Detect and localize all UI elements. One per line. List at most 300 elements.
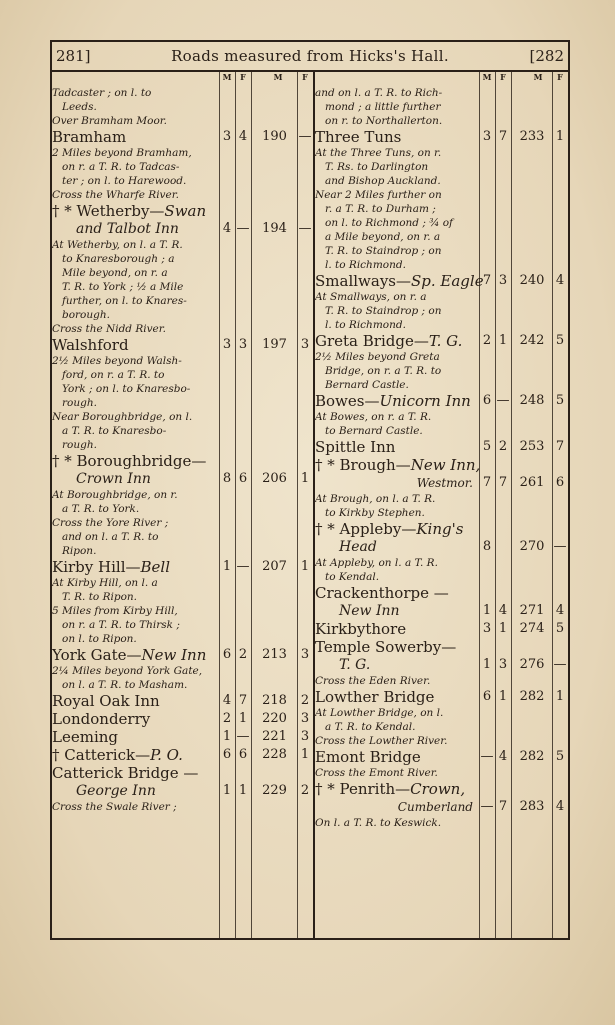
note-row — [315, 114, 568, 128]
route-note: T. R. to Staindrop ; on — [325, 245, 442, 257]
distance-tf: 1 — [555, 689, 565, 704]
place-row — [315, 638, 568, 656]
distance-m: — — [480, 799, 494, 814]
place-row — [315, 332, 568, 350]
distance-m: 3 — [482, 129, 492, 144]
note-row — [52, 322, 313, 336]
place-name — [52, 764, 217, 782]
inn-name: Bell — [140, 558, 170, 576]
place-name-text: Bowes— — [315, 392, 380, 410]
note-row — [315, 364, 568, 378]
distance-tf: 1 — [300, 747, 310, 762]
place-row — [52, 692, 313, 710]
place-row — [52, 128, 313, 146]
distance-tf: — — [298, 129, 312, 144]
col-head-f-left: F — [240, 72, 246, 82]
distance-f: 4 — [498, 749, 508, 764]
place-name — [52, 336, 217, 354]
route-note: 5 Miles from Kirby Hill, — [52, 605, 178, 617]
place-name — [52, 782, 217, 800]
place-name-text: Walshford — [52, 336, 129, 354]
distance-f: — — [236, 559, 250, 574]
place-name — [315, 272, 484, 290]
route-note: At Smallways, on r. a — [315, 291, 427, 303]
note-row — [315, 492, 568, 506]
place-name — [52, 558, 217, 576]
note-row — [52, 664, 313, 678]
route-note: T. R. to Staindrop ; on — [325, 305, 442, 317]
note-row — [315, 424, 568, 438]
place-row — [315, 438, 568, 456]
distance-tm: 228 — [262, 747, 287, 762]
route-note: At Brough, on l. a T. R. — [315, 493, 436, 505]
place-name — [315, 638, 477, 656]
route-note: rough. — [62, 397, 97, 409]
place-name — [315, 538, 477, 556]
distance-f: 3 — [498, 657, 508, 672]
distance-m: 5 — [482, 439, 492, 454]
note-row — [52, 396, 313, 410]
note-row — [315, 556, 568, 570]
col-head-f-right: F — [500, 72, 506, 82]
route-note: Leeds. — [62, 101, 97, 113]
route-note: Over Bramham Moor. — [52, 115, 167, 127]
place-row — [315, 798, 568, 816]
distance-tf: 1 — [300, 471, 310, 486]
distance-tm: 240 — [519, 273, 545, 288]
distance-tm: 218 — [262, 693, 287, 708]
place-name-text: Lowther Bridge — [315, 688, 435, 706]
note-row — [52, 516, 313, 530]
distance-f: 7 — [498, 799, 508, 814]
distance-f: 7 — [498, 475, 508, 490]
place-name — [315, 688, 477, 706]
distance-tf: 3 — [300, 729, 310, 744]
route-note: on l. a T. R. to Masham. — [62, 679, 188, 691]
note-row — [315, 230, 568, 244]
route-note: rough. — [62, 439, 97, 451]
note-row — [52, 146, 313, 160]
note-row — [315, 350, 568, 364]
place-name — [315, 602, 477, 620]
place-name-text: Leeming — [52, 728, 118, 746]
note-row — [315, 378, 568, 392]
note-row — [315, 816, 568, 830]
route-note: T. R. to York ; ½ a Mile — [62, 281, 184, 293]
route-note: to Kirkby Stephen. — [325, 507, 425, 519]
distance-tf: 1 — [300, 559, 310, 574]
note-row — [52, 604, 313, 618]
route-note: to Kendal. — [325, 571, 380, 583]
distance-m: 7 — [482, 273, 492, 288]
place-name-text: Kirby Hill— — [52, 558, 141, 576]
place-name — [315, 780, 477, 798]
note-row — [315, 318, 568, 332]
note-row — [315, 216, 568, 230]
distance-f: 3 — [498, 273, 508, 288]
route-note: 2½ Miles beyond Greta — [315, 351, 440, 363]
place-row — [315, 602, 568, 620]
note-row — [52, 590, 313, 604]
place-name — [52, 452, 217, 470]
inn-name: Crown Inn — [76, 471, 151, 487]
note-row — [52, 238, 313, 252]
note-row — [315, 202, 568, 216]
place-row — [315, 128, 568, 146]
distance-tf: — — [298, 221, 312, 236]
col-head-m-left: M — [222, 72, 232, 82]
distance-m: — — [480, 749, 494, 764]
note-row — [52, 632, 313, 646]
place-name-text: Londonderry — [52, 710, 151, 728]
place-row — [315, 620, 568, 638]
col-head-m-right: M — [482, 72, 492, 82]
route-note: Bernard Castle. — [325, 379, 409, 391]
place-name-text: † * Penrith— — [315, 780, 411, 798]
route-note: At the Three Tuns, on r. — [315, 147, 442, 159]
place-name — [315, 332, 477, 350]
distance-tf: 5 — [555, 393, 565, 408]
note-row — [52, 174, 313, 188]
route-note: r. a T. R. to Durham ; — [325, 203, 436, 215]
route-note: l. to Richmond. — [325, 259, 406, 271]
distance-f: — — [496, 393, 510, 408]
route-note: Tadcaster ; on l. to — [52, 87, 152, 99]
distance-tf: 4 — [555, 603, 565, 618]
col-head-tm-left: M — [273, 72, 283, 82]
place-row — [315, 474, 568, 492]
distance-m: 3 — [222, 337, 232, 352]
distance-m: 1 — [222, 783, 232, 798]
distance-m: 3 — [482, 621, 492, 636]
note-row — [52, 160, 313, 174]
place-name-text: Temple Sowerby— — [315, 638, 457, 656]
note-row — [52, 800, 313, 814]
distance-f: 6 — [238, 471, 248, 486]
distance-f: 1 — [238, 711, 248, 726]
place-row — [315, 584, 568, 602]
route-note: Cross the Wharfe River. — [52, 189, 179, 201]
route-note: Near Boroughbridge, on l. — [52, 411, 193, 423]
route-note: Cross the Eden River. — [315, 675, 431, 687]
place-row — [52, 558, 313, 576]
distance-tm: 271 — [519, 603, 545, 618]
distance-tf: 2 — [300, 783, 310, 798]
inn-name: T. G. — [339, 657, 371, 673]
route-note: Bridge, on r. a T. R. to — [325, 365, 442, 377]
inn-name: Swan — [164, 202, 207, 220]
place-row — [52, 452, 313, 470]
distance-f: 4 — [498, 603, 508, 618]
place-name — [52, 646, 217, 664]
place-row — [315, 272, 568, 290]
place-name — [315, 620, 477, 638]
place-name-text: Kirkbythore — [315, 620, 407, 638]
distance-m: 1 — [222, 559, 232, 574]
inn-name: New Inn — [141, 646, 207, 664]
distance-tf: 6 — [555, 475, 565, 490]
note-row — [52, 100, 313, 114]
place-row — [52, 710, 313, 728]
distance-m: 4 — [222, 693, 232, 708]
route-note: Near 2 Miles further on — [315, 189, 442, 201]
place-name — [52, 128, 217, 146]
note-row — [315, 146, 568, 160]
distance-tm: 229 — [262, 783, 287, 798]
col-head-tf-left: F — [302, 72, 308, 82]
distance-tm: 190 — [262, 129, 287, 144]
place-name — [315, 392, 477, 410]
route-note: a T. R. to Kendal. — [325, 721, 416, 733]
route-note: on r. a T. R. to Tadcas- — [62, 161, 180, 173]
route-note: At Bowes, on r. a T. R. — [315, 411, 432, 423]
route-note: on r. to Northallerton. — [325, 115, 443, 127]
place-row — [315, 780, 568, 798]
distance-f: — — [236, 729, 250, 744]
distance-tm: 213 — [262, 647, 287, 662]
route-note: Cross the Swale River ; — [52, 801, 177, 813]
distance-tm: 207 — [262, 559, 287, 574]
distance-f: 1 — [498, 621, 508, 636]
distance-tm: 274 — [519, 621, 545, 636]
distance-tm: 206 — [262, 471, 287, 486]
note-row — [52, 544, 313, 558]
place-name-text: Smallways— — [315, 272, 411, 290]
route-note: borough. — [62, 309, 110, 321]
distance-tf: 5 — [555, 621, 565, 636]
distance-tm: 276 — [519, 657, 545, 672]
route-note: a T. R. to Knaresbo- — [62, 425, 167, 437]
place-name — [315, 474, 477, 492]
note-row — [52, 530, 313, 544]
inn-name: Westmor. — [416, 476, 473, 490]
place-name — [52, 470, 217, 488]
route-note: and on l. a T. R. to — [62, 531, 159, 543]
note-row — [315, 410, 568, 424]
note-row — [52, 382, 313, 396]
note-row — [52, 678, 313, 692]
distance-tf: 3 — [300, 337, 310, 352]
note-row — [315, 706, 568, 720]
place-row — [52, 746, 313, 764]
inn-name: P. O. — [150, 746, 183, 764]
route-note: on l. to Ripon. — [62, 633, 137, 645]
place-row — [52, 202, 313, 220]
distance-tm: 282 — [519, 749, 545, 764]
column-headers — [52, 72, 568, 84]
place-name — [315, 656, 477, 674]
page-title: Roads measured from Hicks's Hall. — [171, 47, 449, 65]
col-head-tf-right: F — [557, 72, 563, 82]
route-note: Cross the Lowther River. — [315, 735, 448, 747]
note-row — [315, 734, 568, 748]
distance-tf: 4 — [555, 799, 565, 814]
distance-tm: 197 — [262, 337, 287, 352]
inn-name: George Inn — [76, 783, 156, 799]
note-row — [52, 280, 313, 294]
place-row — [315, 520, 568, 538]
distance-m: 1 — [482, 603, 492, 618]
distance-tm: 283 — [519, 799, 545, 814]
place-row — [315, 392, 568, 410]
place-name — [315, 584, 477, 602]
distance-m: 2 — [482, 333, 492, 348]
note-row — [52, 86, 313, 100]
place-name — [52, 220, 217, 238]
note-row — [315, 160, 568, 174]
inn-name: New Inn — [339, 603, 400, 619]
distance-tm: 253 — [519, 439, 545, 454]
route-note: further, on l. to Knares- — [62, 295, 187, 307]
distance-f: 3 — [238, 337, 248, 352]
place-name-text: Royal Oak Inn — [52, 692, 160, 710]
distance-tf: 7 — [555, 439, 565, 454]
note-row — [315, 174, 568, 188]
place-name-text: Catterick Bridge — — [52, 764, 199, 782]
route-note: to Bernard Castle. — [325, 425, 423, 437]
place-name-text: † * Boroughbridge— — [52, 452, 207, 470]
distance-f: 7 — [238, 693, 248, 708]
distance-m: 7 — [482, 475, 492, 490]
route-note: T. R. to Ripon. — [62, 591, 138, 603]
distance-tm: 233 — [519, 129, 545, 144]
right-column — [315, 86, 568, 936]
note-row — [315, 86, 568, 100]
distance-tf: 2 — [300, 693, 310, 708]
place-row — [52, 646, 313, 664]
distance-tf: 5 — [555, 749, 565, 764]
distance-m: 8 — [482, 539, 492, 554]
place-name — [52, 692, 217, 710]
place-row — [315, 656, 568, 674]
route-note: At Appleby, on l. a T. R. — [315, 557, 438, 569]
distance-tm: 221 — [262, 729, 287, 744]
note-row — [315, 258, 568, 272]
place-row — [315, 538, 568, 556]
distance-m: 6 — [482, 689, 492, 704]
distance-tm: 248 — [519, 393, 545, 408]
note-row — [315, 290, 568, 304]
note-row — [52, 502, 313, 516]
place-name-text: York Gate— — [52, 646, 142, 664]
note-row — [52, 488, 313, 502]
route-note: At Lowther Bridge, on l. — [315, 707, 444, 719]
page-number-left: 281] — [56, 47, 91, 65]
place-name-text: † * Wetherby— — [52, 202, 165, 220]
note-row — [52, 266, 313, 280]
route-note: Cross the Emont River. — [315, 767, 438, 779]
route-note: Mile beyond, on r. a — [62, 267, 168, 279]
distance-tf: 3 — [300, 647, 310, 662]
distance-m: 2 — [222, 711, 232, 726]
distance-tm: 270 — [519, 539, 545, 554]
route-note: a T. R. to York. — [62, 503, 140, 515]
distance-tm: 261 — [519, 475, 545, 490]
route-note: Cross the Yore River ; — [52, 517, 169, 529]
inn-name: Head — [339, 539, 377, 555]
route-note: At Kirby Hill, on l. a — [52, 577, 158, 589]
distance-tf: — — [553, 539, 567, 554]
note-row — [315, 188, 568, 202]
inn-name: King's — [416, 520, 464, 538]
note-row — [52, 308, 313, 322]
note-row — [315, 506, 568, 520]
distance-f: 1 — [498, 333, 508, 348]
distance-m: 3 — [222, 129, 232, 144]
distance-tf: 3 — [300, 711, 310, 726]
table-frame — [50, 40, 570, 940]
place-name — [52, 728, 217, 746]
place-name — [315, 128, 477, 146]
note-row — [52, 576, 313, 590]
inn-name: New Inn, — [410, 456, 481, 474]
note-row — [315, 766, 568, 780]
note-row — [52, 114, 313, 128]
inn-name: and Talbot Inn — [76, 221, 179, 237]
place-row — [52, 336, 313, 354]
distance-f: 1 — [498, 689, 508, 704]
distance-m: 4 — [222, 221, 232, 236]
route-note: On l. a T. R. to Keswick. — [315, 817, 442, 829]
place-name — [52, 710, 217, 728]
place-name — [315, 438, 477, 456]
route-note: 2½ Miles beyond Walsh- — [52, 355, 182, 367]
distance-tf: 5 — [555, 333, 565, 348]
route-note: York ; on l. to Knaresbo- — [62, 383, 191, 395]
note-row — [315, 304, 568, 318]
distance-m: 6 — [222, 647, 232, 662]
note-row — [52, 410, 313, 424]
col-head-tm-right: M — [533, 72, 543, 82]
place-row — [52, 764, 313, 782]
distance-m: 6 — [222, 747, 232, 762]
distance-tm: 242 — [519, 333, 545, 348]
route-note: on r. a T. R. to Thirsk ; — [62, 619, 180, 631]
distance-tf: 4 — [555, 273, 565, 288]
page-number-right: [282 — [529, 47, 564, 65]
place-name — [315, 520, 477, 538]
distance-f: 7 — [498, 129, 508, 144]
note-row — [315, 570, 568, 584]
inn-name: T. G. — [428, 332, 463, 350]
note-row — [315, 100, 568, 114]
route-note: 2¼ Miles beyond York Gate, — [52, 665, 203, 677]
inn-name: Unicorn Inn — [379, 392, 471, 410]
inn-name: Sp. Eagle — [411, 272, 484, 290]
inn-name: Crown, — [410, 780, 466, 798]
note-row — [52, 368, 313, 382]
place-name-text: Spittle Inn — [315, 438, 396, 456]
place-name-text: Three Tuns — [315, 128, 402, 146]
distance-f: 2 — [238, 647, 248, 662]
note-row — [315, 674, 568, 688]
note-row — [52, 188, 313, 202]
place-name — [52, 746, 217, 764]
distance-tm: 220 — [262, 711, 287, 726]
place-name — [52, 202, 217, 220]
place-name-text: † Catterick— — [52, 746, 151, 764]
place-row — [52, 220, 313, 238]
route-note: Ripon. — [62, 545, 97, 557]
place-name-text: Greta Bridge— — [315, 332, 429, 350]
place-name-text: Bramham — [52, 128, 127, 146]
place-name — [315, 748, 477, 766]
distance-tf: 1 — [555, 129, 565, 144]
route-note: and Bishop Auckland. — [325, 175, 441, 187]
route-note: ford, on r. a T. R. to — [62, 369, 165, 381]
distance-f: 1 — [238, 783, 248, 798]
route-note: mond ; a little further — [325, 101, 441, 113]
